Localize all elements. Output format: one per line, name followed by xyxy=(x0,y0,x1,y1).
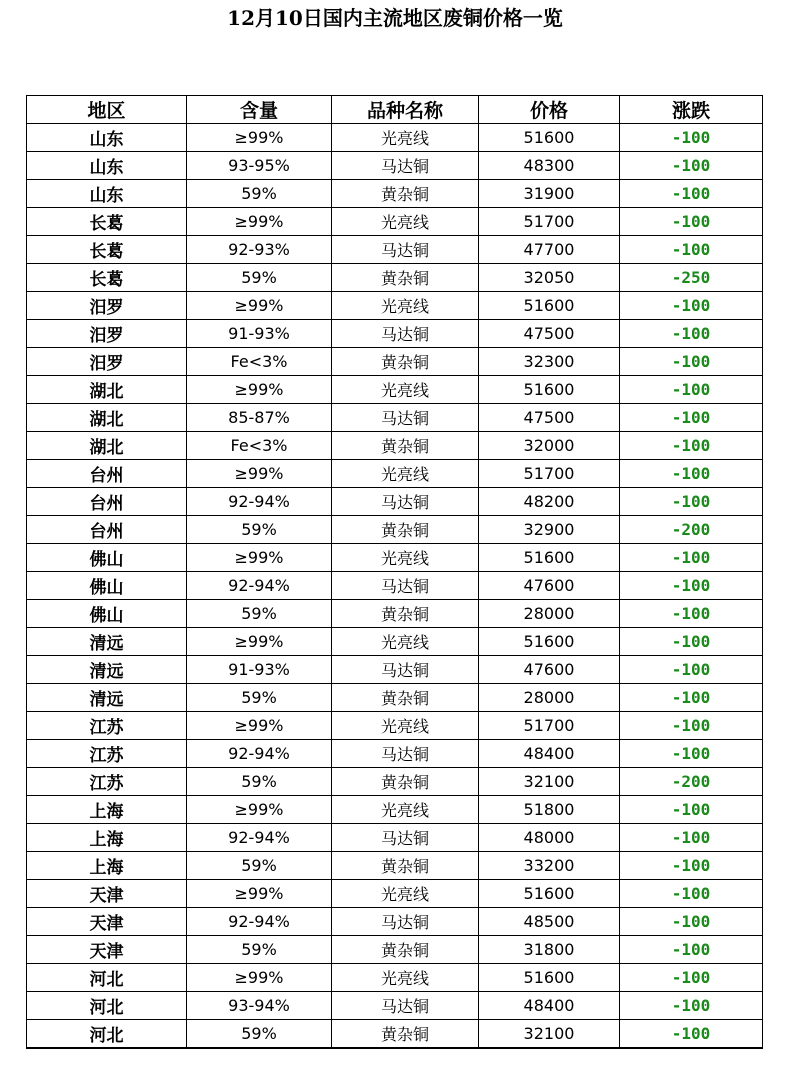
cell-change: -200 xyxy=(620,516,763,544)
cell-region: 佛山 xyxy=(27,600,187,628)
table-row xyxy=(27,292,763,320)
cell-product: 光亮线 xyxy=(332,460,479,488)
cell-change: -100 xyxy=(620,712,763,740)
cell-product: 黄杂铜 xyxy=(332,852,479,880)
cell-content: 59% xyxy=(187,936,332,964)
cell-product: 马达铜 xyxy=(332,488,479,516)
cell-price: 48200 xyxy=(479,488,620,516)
cell-content: ≥99% xyxy=(187,460,332,488)
cell-change: -100 xyxy=(620,824,763,852)
cell-price: 51700 xyxy=(479,460,620,488)
table-row xyxy=(27,852,763,880)
cell-product: 黄杂铜 xyxy=(332,348,479,376)
cell-price: 32300 xyxy=(479,348,620,376)
cell-change: -100 xyxy=(620,292,763,320)
table-header-row xyxy=(27,96,763,124)
cell-price: 51700 xyxy=(479,712,620,740)
cell-content: Fe<3% xyxy=(187,348,332,376)
table-row xyxy=(27,684,763,712)
cell-price: 47600 xyxy=(479,656,620,684)
cell-price: 31900 xyxy=(479,180,620,208)
table-row xyxy=(27,264,763,292)
cell-price: 28000 xyxy=(479,684,620,712)
table-row xyxy=(27,712,763,740)
cell-price: 48500 xyxy=(479,908,620,936)
table-row xyxy=(27,516,763,544)
cell-content: 59% xyxy=(187,180,332,208)
cell-content: ≥99% xyxy=(187,208,332,236)
cell-change: -100 xyxy=(620,908,763,936)
cell-price: 51800 xyxy=(479,796,620,824)
cell-price: 32050 xyxy=(479,264,620,292)
cell-region: 汨罗 xyxy=(27,320,187,348)
cell-region: 汨罗 xyxy=(27,348,187,376)
cell-region: 天津 xyxy=(27,908,187,936)
cell-content: 59% xyxy=(187,768,332,796)
cell-content: 59% xyxy=(187,852,332,880)
cell-content: 92-93% xyxy=(187,236,332,264)
cell-change: -100 xyxy=(620,180,763,208)
table-row xyxy=(27,124,763,152)
cell-region: 江苏 xyxy=(27,712,187,740)
cell-region: 湖北 xyxy=(27,376,187,404)
cell-content: ≥99% xyxy=(187,376,332,404)
cell-region: 台州 xyxy=(27,460,187,488)
cell-content: ≥99% xyxy=(187,880,332,908)
table-row xyxy=(27,1020,763,1049)
cell-content: 59% xyxy=(187,1020,332,1049)
cell-price: 48300 xyxy=(479,152,620,180)
cell-product: 黄杂铜 xyxy=(332,768,479,796)
cell-change: -100 xyxy=(620,572,763,600)
cell-change: -100 xyxy=(620,628,763,656)
cell-region: 江苏 xyxy=(27,740,187,768)
cell-price: 28000 xyxy=(479,600,620,628)
table-row xyxy=(27,628,763,656)
cell-content: 59% xyxy=(187,600,332,628)
cell-product: 光亮线 xyxy=(332,880,479,908)
cell-price: 51600 xyxy=(479,964,620,992)
table-row xyxy=(27,460,763,488)
cell-product: 黄杂铜 xyxy=(332,180,479,208)
table-row xyxy=(27,488,763,516)
cell-change: -100 xyxy=(620,404,763,432)
cell-content: ≥99% xyxy=(187,124,332,152)
cell-product: 黄杂铜 xyxy=(332,684,479,712)
cell-price: 51600 xyxy=(479,292,620,320)
table-row xyxy=(27,740,763,768)
cell-change: -100 xyxy=(620,684,763,712)
table-row xyxy=(27,572,763,600)
cell-change: -100 xyxy=(620,656,763,684)
cell-region: 长葛 xyxy=(27,236,187,264)
cell-price: 51600 xyxy=(479,124,620,152)
cell-content: ≥99% xyxy=(187,292,332,320)
table-row xyxy=(27,432,763,460)
cell-region: 清远 xyxy=(27,628,187,656)
cell-change: -100 xyxy=(620,992,763,1020)
cell-change: -100 xyxy=(620,740,763,768)
cell-price: 47700 xyxy=(479,236,620,264)
cell-region: 台州 xyxy=(27,488,187,516)
header-content: 含量 xyxy=(187,96,332,124)
cell-region: 天津 xyxy=(27,880,187,908)
cell-change: -100 xyxy=(620,236,763,264)
cell-region: 山东 xyxy=(27,152,187,180)
table-row xyxy=(27,656,763,684)
cell-change: -200 xyxy=(620,768,763,796)
table-row xyxy=(27,908,763,936)
cell-content: 92-94% xyxy=(187,908,332,936)
cell-price: 33200 xyxy=(479,852,620,880)
cell-change: -100 xyxy=(620,124,763,152)
cell-change: -100 xyxy=(620,432,763,460)
cell-content: 91-93% xyxy=(187,656,332,684)
cell-price: 51600 xyxy=(479,628,620,656)
table-row xyxy=(27,180,763,208)
cell-change: -100 xyxy=(620,348,763,376)
cell-content: ≥99% xyxy=(187,712,332,740)
cell-product: 黄杂铜 xyxy=(332,432,479,460)
cell-content: 92-94% xyxy=(187,824,332,852)
cell-product: 黄杂铜 xyxy=(332,516,479,544)
cell-product: 马达铜 xyxy=(332,404,479,432)
cell-change: -100 xyxy=(620,964,763,992)
header-region: 地区 xyxy=(27,96,187,124)
cell-region: 清远 xyxy=(27,656,187,684)
cell-region: 山东 xyxy=(27,124,187,152)
cell-content: 59% xyxy=(187,684,332,712)
cell-product: 马达铜 xyxy=(332,572,479,600)
cell-product: 马达铜 xyxy=(332,152,479,180)
cell-region: 湖北 xyxy=(27,432,187,460)
cell-price: 51600 xyxy=(479,544,620,572)
header-change: 涨跌 xyxy=(620,96,763,124)
cell-price: 31800 xyxy=(479,936,620,964)
cell-product: 光亮线 xyxy=(332,796,479,824)
cell-change: -100 xyxy=(620,600,763,628)
cell-region: 清远 xyxy=(27,684,187,712)
cell-content: 92-94% xyxy=(187,740,332,768)
cell-product: 光亮线 xyxy=(332,376,479,404)
price-table xyxy=(26,95,763,1049)
cell-product: 马达铜 xyxy=(332,740,479,768)
cell-product: 光亮线 xyxy=(332,964,479,992)
cell-content: Fe<3% xyxy=(187,432,332,460)
cell-price: 47500 xyxy=(479,320,620,348)
cell-product: 马达铜 xyxy=(332,824,479,852)
page-title: 12月10日国内主流地区废铜价格一览 xyxy=(227,6,563,30)
cell-change: -100 xyxy=(620,1020,763,1049)
cell-region: 江苏 xyxy=(27,768,187,796)
cell-change: -100 xyxy=(620,852,763,880)
cell-price: 51600 xyxy=(479,376,620,404)
cell-change: -100 xyxy=(620,544,763,572)
cell-change: -100 xyxy=(620,460,763,488)
header-price: 价格 xyxy=(479,96,620,124)
table-row xyxy=(27,152,763,180)
cell-region: 台州 xyxy=(27,516,187,544)
cell-product: 光亮线 xyxy=(332,208,479,236)
cell-region: 汨罗 xyxy=(27,292,187,320)
cell-region: 湖北 xyxy=(27,404,187,432)
table-row xyxy=(27,964,763,992)
cell-region: 河北 xyxy=(27,1020,187,1049)
cell-change: -100 xyxy=(620,152,763,180)
cell-region: 佛山 xyxy=(27,544,187,572)
cell-price: 32000 xyxy=(479,432,620,460)
table-row xyxy=(27,796,763,824)
cell-content: 93-94% xyxy=(187,992,332,1020)
table-row xyxy=(27,236,763,264)
cell-change: -100 xyxy=(620,208,763,236)
cell-price: 32900 xyxy=(479,516,620,544)
cell-product: 马达铜 xyxy=(332,236,479,264)
table-row xyxy=(27,404,763,432)
cell-region: 长葛 xyxy=(27,208,187,236)
cell-change: -250 xyxy=(620,264,763,292)
cell-content: ≥99% xyxy=(187,796,332,824)
table-row xyxy=(27,768,763,796)
cell-region: 长葛 xyxy=(27,264,187,292)
cell-price: 47500 xyxy=(479,404,620,432)
cell-content: 59% xyxy=(187,516,332,544)
cell-content: ≥99% xyxy=(187,544,332,572)
cell-product: 马达铜 xyxy=(332,656,479,684)
cell-product: 黄杂铜 xyxy=(332,264,479,292)
cell-price: 51600 xyxy=(479,880,620,908)
table-row xyxy=(27,348,763,376)
cell-product: 马达铜 xyxy=(332,992,479,1020)
cell-change: -100 xyxy=(620,488,763,516)
cell-price: 47600 xyxy=(479,572,620,600)
cell-content: 85-87% xyxy=(187,404,332,432)
table-row xyxy=(27,880,763,908)
cell-region: 上海 xyxy=(27,796,187,824)
cell-price: 48400 xyxy=(479,740,620,768)
cell-product: 马达铜 xyxy=(332,320,479,348)
cell-price: 32100 xyxy=(479,768,620,796)
cell-product: 黄杂铜 xyxy=(332,600,479,628)
cell-region: 上海 xyxy=(27,852,187,880)
table-row xyxy=(27,376,763,404)
table-row xyxy=(27,320,763,348)
cell-region: 佛山 xyxy=(27,572,187,600)
cell-region: 上海 xyxy=(27,824,187,852)
cell-product: 光亮线 xyxy=(332,628,479,656)
cell-product: 光亮线 xyxy=(332,712,479,740)
cell-product: 黄杂铜 xyxy=(332,1020,479,1049)
table-row xyxy=(27,824,763,852)
cell-content: 93-95% xyxy=(187,152,332,180)
table-row xyxy=(27,544,763,572)
cell-content: ≥99% xyxy=(187,964,332,992)
cell-content: ≥99% xyxy=(187,628,332,656)
cell-content: 92-94% xyxy=(187,572,332,600)
cell-price: 32100 xyxy=(479,1020,620,1049)
cell-content: 59% xyxy=(187,264,332,292)
cell-content: 92-94% xyxy=(187,488,332,516)
cell-change: -100 xyxy=(620,376,763,404)
cell-content: 91-93% xyxy=(187,320,332,348)
header-product: 品种名称 xyxy=(332,96,479,124)
cell-product: 黄杂铜 xyxy=(332,936,479,964)
table-row xyxy=(27,936,763,964)
cell-change: -100 xyxy=(620,936,763,964)
cell-region: 河北 xyxy=(27,964,187,992)
cell-region: 天津 xyxy=(27,936,187,964)
cell-product: 光亮线 xyxy=(332,292,479,320)
cell-price: 48000 xyxy=(479,824,620,852)
table-row xyxy=(27,600,763,628)
cell-region: 河北 xyxy=(27,992,187,1020)
cell-product: 马达铜 xyxy=(332,908,479,936)
table-body xyxy=(27,124,763,1049)
cell-region: 山东 xyxy=(27,180,187,208)
cell-change: -100 xyxy=(620,880,763,908)
table-row xyxy=(27,208,763,236)
cell-change: -100 xyxy=(620,796,763,824)
cell-change: -100 xyxy=(620,320,763,348)
cell-price: 48400 xyxy=(479,992,620,1020)
cell-product: 光亮线 xyxy=(332,544,479,572)
cell-product: 光亮线 xyxy=(332,124,479,152)
cell-price: 51700 xyxy=(479,208,620,236)
table-row xyxy=(27,992,763,1020)
